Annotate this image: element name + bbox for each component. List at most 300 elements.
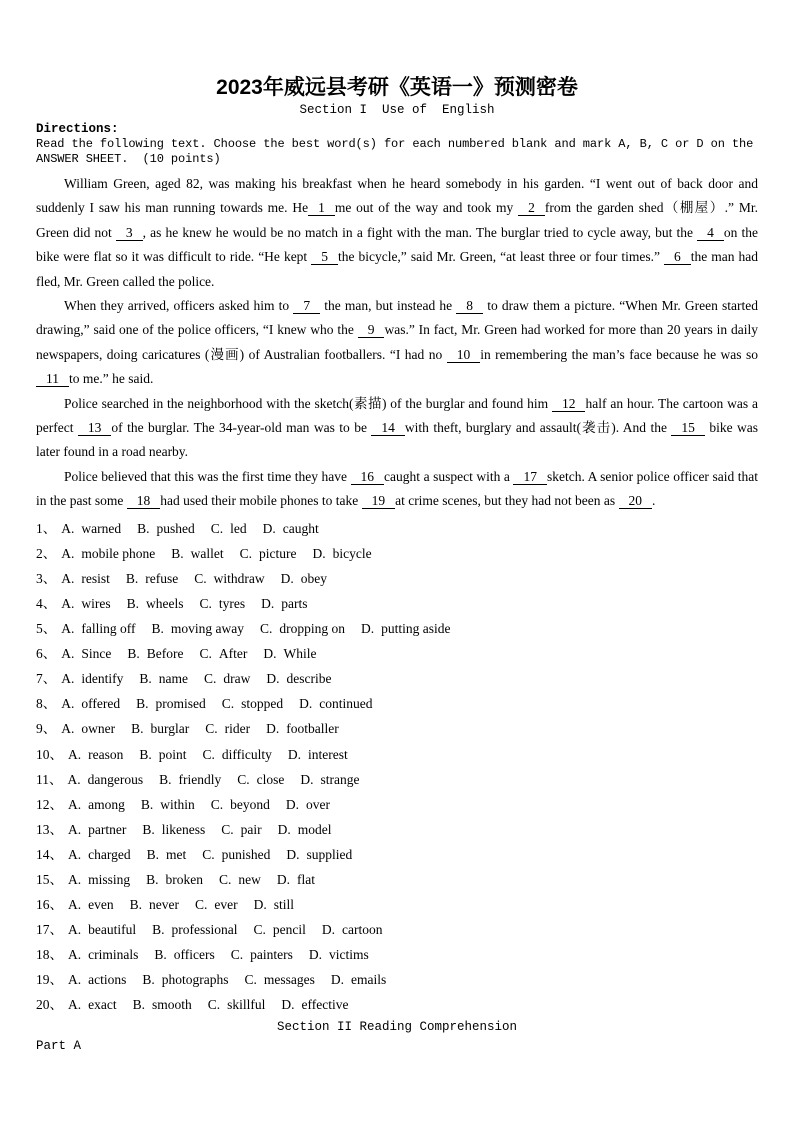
option-text: broken (165, 872, 204, 887)
option-c (203, 747, 272, 762)
option-label: C. (239, 545, 253, 561)
option-b (127, 596, 184, 611)
option-a (68, 897, 114, 912)
option-a (61, 546, 155, 561)
option-text: flat (297, 872, 316, 887)
option-text: rider (224, 721, 251, 737)
option-b (133, 997, 192, 1012)
cloze-blank-12: 12 (552, 396, 586, 412)
question-5 (36, 616, 758, 641)
option-d (361, 621, 451, 636)
option-text: tyres (218, 595, 246, 611)
option-c (208, 997, 266, 1012)
option-label: B. (131, 721, 144, 737)
option-text: promised (155, 696, 206, 712)
question-9 (36, 716, 758, 741)
option-label: D. (287, 746, 302, 762)
option-text: withdraw (213, 570, 265, 586)
option-label: B. (129, 897, 142, 913)
question-number: 19、 (36, 972, 63, 988)
cloze-blank-19: 19 (362, 493, 396, 509)
option-a (68, 847, 131, 862)
option-label: C. (210, 520, 224, 536)
option-label: D. (253, 897, 267, 913)
option-text: officers (173, 947, 215, 963)
option-d (254, 897, 294, 912)
option-label: B. (146, 846, 159, 862)
option-text: wallet (190, 545, 224, 561)
option-text: burglar (150, 721, 190, 737)
part-a-label: Part A (36, 1038, 82, 1053)
option-text: met (166, 846, 187, 862)
option-label: B. (137, 520, 150, 536)
question-18 (36, 942, 758, 967)
cloze-blank-15: 15 (671, 420, 705, 436)
section1-heading: Section I Use of English (299, 103, 495, 117)
option-a (68, 822, 126, 837)
option-d (263, 521, 319, 536)
option-label: A. (68, 897, 82, 913)
option-b (147, 847, 187, 862)
option-a (61, 671, 123, 686)
option-label: D. (286, 846, 300, 862)
option-label: C. (205, 721, 218, 737)
option-a (61, 621, 135, 636)
option-label: A. (68, 997, 82, 1013)
option-label: D. (261, 595, 275, 611)
option-text: picture (259, 545, 297, 561)
option-b (141, 797, 195, 812)
option-text: missing (88, 872, 131, 887)
cloze-blank-1: 1 (308, 200, 335, 216)
option-label: C. (253, 922, 266, 938)
passage-paragraph: William Green, aged 82, was making his breakfast when he heard somebody in his garden. “I went out of back door and suddenly I saw his man running towards me. He 1 me out of the way and took my 2 from the garden shed（棚屋）.” Mr. Green did not 3 , as he knew he would be no match in a fight with the man. The burglar tried to cycle away, but the 4 on the bike were flat so it was difficult to ride. “He kept 5 the bicycle,” said Mr. Green, “at least three or four times.” 6 the man had fled, Mr. Green called the police. (36, 176, 758, 289)
option-text: friendly (178, 771, 222, 787)
option-d (322, 922, 383, 937)
option-label: A. (68, 796, 82, 812)
option-label: B. (142, 972, 155, 988)
option-b (139, 671, 188, 686)
option-d (309, 947, 369, 962)
option-label: C. (244, 972, 257, 988)
option-text: still (273, 897, 294, 913)
option-label: D. (361, 621, 375, 637)
option-text: never (149, 897, 179, 913)
question-number: 8、 (36, 696, 57, 712)
question-number: 17、 (36, 922, 63, 938)
question-number: 5、 (36, 621, 57, 637)
option-text: painters (250, 947, 293, 963)
option-text: continued (319, 696, 373, 712)
option-label: A. (61, 621, 75, 637)
option-c (222, 696, 283, 711)
option-text: model (297, 821, 332, 837)
option-text: actions (88, 972, 127, 988)
option-label: C. (204, 671, 217, 687)
option-d (281, 997, 348, 1012)
question-number: 20、 (36, 997, 63, 1013)
option-a (61, 521, 121, 536)
option-label: B. (125, 570, 139, 586)
option-label: A. (68, 846, 82, 862)
option-b (152, 922, 237, 937)
question-14 (36, 842, 758, 867)
option-label: D. (276, 872, 291, 887)
option-text: professional (171, 922, 238, 938)
option-label: B. (126, 595, 140, 611)
passage-paragraph: Police believed that this was the first time they have 16 caught a suspect with a 17 sketch. A senior police officer said that in the past some 18 had used their mobile phones to take 19 at crime scenes, but they had not been as 20 . (36, 468, 758, 509)
option-text: exact (88, 997, 117, 1013)
question-list (36, 516, 758, 1018)
option-a (61, 721, 115, 736)
option-label: C. (260, 621, 273, 637)
option-label: C. (194, 570, 207, 586)
option-label: D. (266, 671, 280, 687)
option-text: strange (320, 771, 360, 787)
option-label: B. (139, 746, 152, 762)
option-c (260, 621, 345, 636)
option-label: C. (207, 997, 221, 1013)
cloze-blank-5: 5 (311, 249, 338, 265)
option-text: owner (81, 721, 116, 737)
option-label: B. (127, 646, 140, 662)
option-text: beyond (230, 796, 270, 812)
option-b (137, 521, 195, 536)
question-3 (36, 566, 758, 591)
option-text: bicycle (332, 545, 372, 561)
option-label: C. (210, 796, 224, 812)
option-text: dangerous (87, 771, 144, 787)
option-label: B. (136, 696, 149, 712)
option-text: likeness (161, 821, 206, 837)
option-b (126, 571, 178, 586)
option-c (200, 646, 248, 661)
option-b (152, 621, 245, 636)
option-a (61, 646, 111, 661)
option-text: obey (300, 570, 328, 586)
option-label: A. (68, 922, 82, 938)
option-text: ever (214, 897, 238, 913)
option-text: interest (308, 746, 348, 762)
option-label: A. (68, 746, 82, 762)
option-c (231, 947, 293, 962)
cloze-blank-13: 13 (78, 420, 112, 436)
option-text: photographs (161, 972, 229, 988)
option-label: C. (202, 846, 215, 862)
question-number: 7、 (36, 671, 57, 687)
question-7 (36, 666, 758, 691)
cloze-blank-2: 2 (518, 200, 545, 216)
option-text: emails (351, 972, 387, 988)
option-label: D. (280, 570, 294, 586)
option-text: draw (223, 671, 251, 687)
cloze-blank-14: 14 (371, 420, 405, 436)
option-c (240, 546, 297, 561)
option-text: led (230, 520, 247, 536)
option-label: C. (237, 771, 250, 787)
option-label: A. (68, 947, 82, 963)
option-label: C. (230, 947, 244, 963)
option-text: offered (81, 696, 121, 712)
option-a (68, 997, 117, 1012)
option-label: B. (151, 621, 164, 637)
question-8 (36, 691, 758, 716)
option-text: reason (88, 746, 124, 762)
question-17 (36, 917, 758, 942)
question-number: 10、 (36, 746, 63, 762)
question-20 (36, 992, 758, 1017)
option-label: D. (285, 796, 300, 812)
cloze-blank-4: 4 (697, 225, 724, 241)
option-label: A. (68, 821, 82, 837)
page-title: 2023年威远县考研《英语一》预测密卷 (216, 76, 578, 99)
option-text: wheels (146, 595, 184, 611)
option-a (68, 972, 126, 987)
option-label: B. (146, 872, 159, 887)
option-c (253, 922, 305, 937)
option-label: A. (61, 696, 75, 712)
option-c (211, 521, 247, 536)
question-number: 15、 (36, 872, 63, 887)
option-c (194, 571, 264, 586)
option-text: partner (88, 821, 127, 837)
option-a (61, 571, 110, 586)
question-number: 18、 (36, 947, 63, 963)
option-text: close (256, 771, 285, 787)
option-d (286, 797, 330, 812)
option-a (68, 747, 123, 762)
option-c (245, 972, 315, 987)
option-text: caught (282, 520, 319, 536)
question-11 (36, 767, 758, 792)
option-text: within (160, 796, 195, 812)
option-c (211, 797, 270, 812)
option-text: stopped (241, 696, 284, 712)
cloze-blank-17: 17 (513, 469, 547, 485)
option-label: D. (281, 997, 295, 1013)
option-text: victims (329, 947, 369, 963)
option-text: messages (263, 972, 315, 988)
option-text: warned (81, 520, 122, 536)
option-label: A. (68, 972, 82, 988)
option-label: B. (154, 947, 167, 963)
option-label: B. (139, 671, 152, 687)
option-text: footballer (286, 721, 339, 737)
option-d (286, 847, 352, 862)
option-text: pencil (272, 922, 306, 938)
option-a (61, 596, 110, 611)
option-b (154, 947, 214, 962)
option-text: describe (286, 671, 332, 687)
option-text: refuse (145, 570, 179, 586)
option-c (195, 897, 238, 912)
option-text: charged (88, 846, 131, 862)
option-b (146, 872, 203, 887)
cloze-blank-10: 10 (447, 347, 481, 363)
option-a (68, 797, 125, 812)
option-text: point (158, 746, 187, 762)
option-label: C. (199, 595, 212, 611)
question-number: 1、 (36, 520, 57, 536)
option-label: C. (221, 821, 234, 837)
section2-heading: Section II Reading Comprehension (276, 1019, 518, 1034)
option-text: skillful (227, 997, 266, 1013)
cloze-blank-7: 7 (293, 298, 320, 314)
passage-paragraph: Police searched in the neighborhood with the sketch(素描) of the burglar and found him 12 half an hour. The cartoon was a perfect 13 of the burglar. The 34-year-old man was to be 14 with theft, burglary and assault(袭击). And the 15 bike was later found in a road nearby. (36, 395, 759, 460)
cloze-blank-20: 20 (619, 493, 653, 509)
option-label: B. (142, 821, 155, 837)
option-text: dropping on (279, 621, 346, 637)
option-label: A. (67, 771, 81, 787)
cloze-blank-3: 3 (116, 225, 143, 241)
option-label: A. (61, 721, 75, 737)
option-text: pushed (156, 520, 195, 536)
option-text: parts (281, 595, 308, 611)
question-10 (36, 742, 758, 767)
cloze-blank-16: 16 (351, 469, 385, 485)
option-b (142, 972, 228, 987)
option-d (300, 772, 359, 787)
option-c (219, 872, 261, 887)
option-label: C. (202, 746, 215, 762)
option-d (313, 546, 372, 561)
option-label: D. (266, 721, 280, 737)
option-label: D. (262, 520, 276, 536)
option-b (127, 646, 183, 661)
option-label: D. (277, 821, 291, 837)
option-b (136, 696, 206, 711)
option-a (68, 772, 144, 787)
option-label: D. (321, 922, 335, 938)
option-d (288, 747, 348, 762)
option-c (200, 596, 246, 611)
question-number: 14、 (36, 846, 63, 862)
option-label: B. (132, 997, 145, 1013)
option-label: D. (308, 947, 323, 963)
option-b (131, 721, 189, 736)
option-text: cartoon (342, 922, 383, 938)
question-number: 9、 (36, 721, 57, 737)
passage-paragraph: When they arrived, officers asked him to 7 the man, but instead he 8 to draw them a picture. “When Mr. Green started drawing,” said one of the police officers, “I knew who the 9 was.” In fact, Mr. Green had worked for more than 20 years in daily newspapers, doing caricatures (漫画) of Australian footballers. “I had no 10 in remembering the man’s face because he was so 11 to me.” he said. (36, 298, 758, 387)
option-text: difficulty (221, 746, 272, 762)
option-text: even (88, 897, 114, 913)
question-number: 11、 (36, 771, 63, 787)
option-text: among (88, 796, 125, 812)
option-label: A. (61, 570, 75, 586)
option-label: D. (330, 972, 345, 988)
option-a (61, 696, 120, 711)
option-text: name (158, 671, 189, 687)
option-d (261, 596, 307, 611)
option-text: pair (240, 821, 262, 837)
option-label: B. (152, 922, 165, 938)
option-text: effective (301, 997, 349, 1013)
directions-label: Directions: (36, 122, 119, 136)
option-label: B. (140, 796, 154, 812)
question-15 (36, 867, 758, 892)
option-text: putting aside (381, 621, 451, 637)
option-d (299, 696, 372, 711)
directions-text (36, 137, 758, 167)
question-number: 3、 (36, 570, 57, 586)
option-label: C. (194, 897, 208, 913)
option-label: C. (221, 696, 235, 712)
option-a (68, 872, 130, 887)
option-text: falling off (81, 621, 136, 637)
option-text: beautiful (88, 922, 137, 938)
cloze-passage (36, 172, 758, 514)
option-text: supplied (306, 846, 353, 862)
option-b (159, 772, 221, 787)
directions-line: ANSWER SHEET. (10 points) (36, 152, 221, 166)
option-label: C. (219, 872, 232, 887)
option-d (266, 721, 339, 736)
question-number: 12、 (36, 796, 63, 812)
question-2 (36, 541, 758, 566)
option-d (263, 646, 316, 661)
option-label: A. (61, 545, 75, 561)
option-d (277, 872, 315, 887)
option-b (171, 546, 223, 561)
option-label: A. (61, 520, 75, 536)
option-text: criminals (88, 947, 139, 963)
option-b (130, 897, 179, 912)
option-c (202, 847, 270, 862)
option-text: While (283, 646, 317, 662)
option-text: identify (81, 671, 124, 687)
option-label: B. (171, 545, 184, 561)
cloze-blank-6: 6 (664, 249, 691, 265)
option-text: new (238, 872, 261, 887)
option-text: resist (81, 570, 110, 586)
option-text: wires (81, 595, 111, 611)
option-d (331, 972, 386, 987)
option-label: A. (61, 646, 75, 662)
option-c (205, 721, 250, 736)
option-b (139, 747, 186, 762)
option-a (68, 922, 136, 937)
option-label: A. (61, 671, 75, 687)
option-c (204, 671, 250, 686)
option-label: D. (312, 545, 326, 561)
option-text: punished (221, 846, 271, 862)
directions-line: Read the following text. Choose the best word(s) for each numbered blank and mark A, B, C or D on the (36, 137, 754, 151)
option-d (281, 571, 327, 586)
question-number: 4、 (36, 595, 57, 611)
option-text: over (306, 796, 331, 812)
option-label: D. (300, 771, 314, 787)
option-c (221, 822, 261, 837)
question-19 (36, 967, 758, 992)
question-1 (36, 516, 758, 541)
option-d (278, 822, 332, 837)
question-13 (36, 817, 758, 842)
question-number: 2、 (36, 545, 57, 561)
cloze-blank-18: 18 (127, 493, 161, 509)
cloze-blank-9: 9 (358, 322, 385, 338)
option-text: Since (81, 646, 112, 662)
cloze-blank-8: 8 (456, 298, 483, 314)
option-label: D. (263, 646, 277, 662)
option-label: D. (299, 696, 313, 712)
question-number: 6、 (36, 646, 57, 662)
option-label: A. (68, 872, 82, 887)
option-d (266, 671, 331, 686)
question-16 (36, 892, 758, 917)
option-text: Before (146, 646, 184, 662)
option-label: C. (199, 646, 212, 662)
question-number: 13、 (36, 821, 63, 837)
